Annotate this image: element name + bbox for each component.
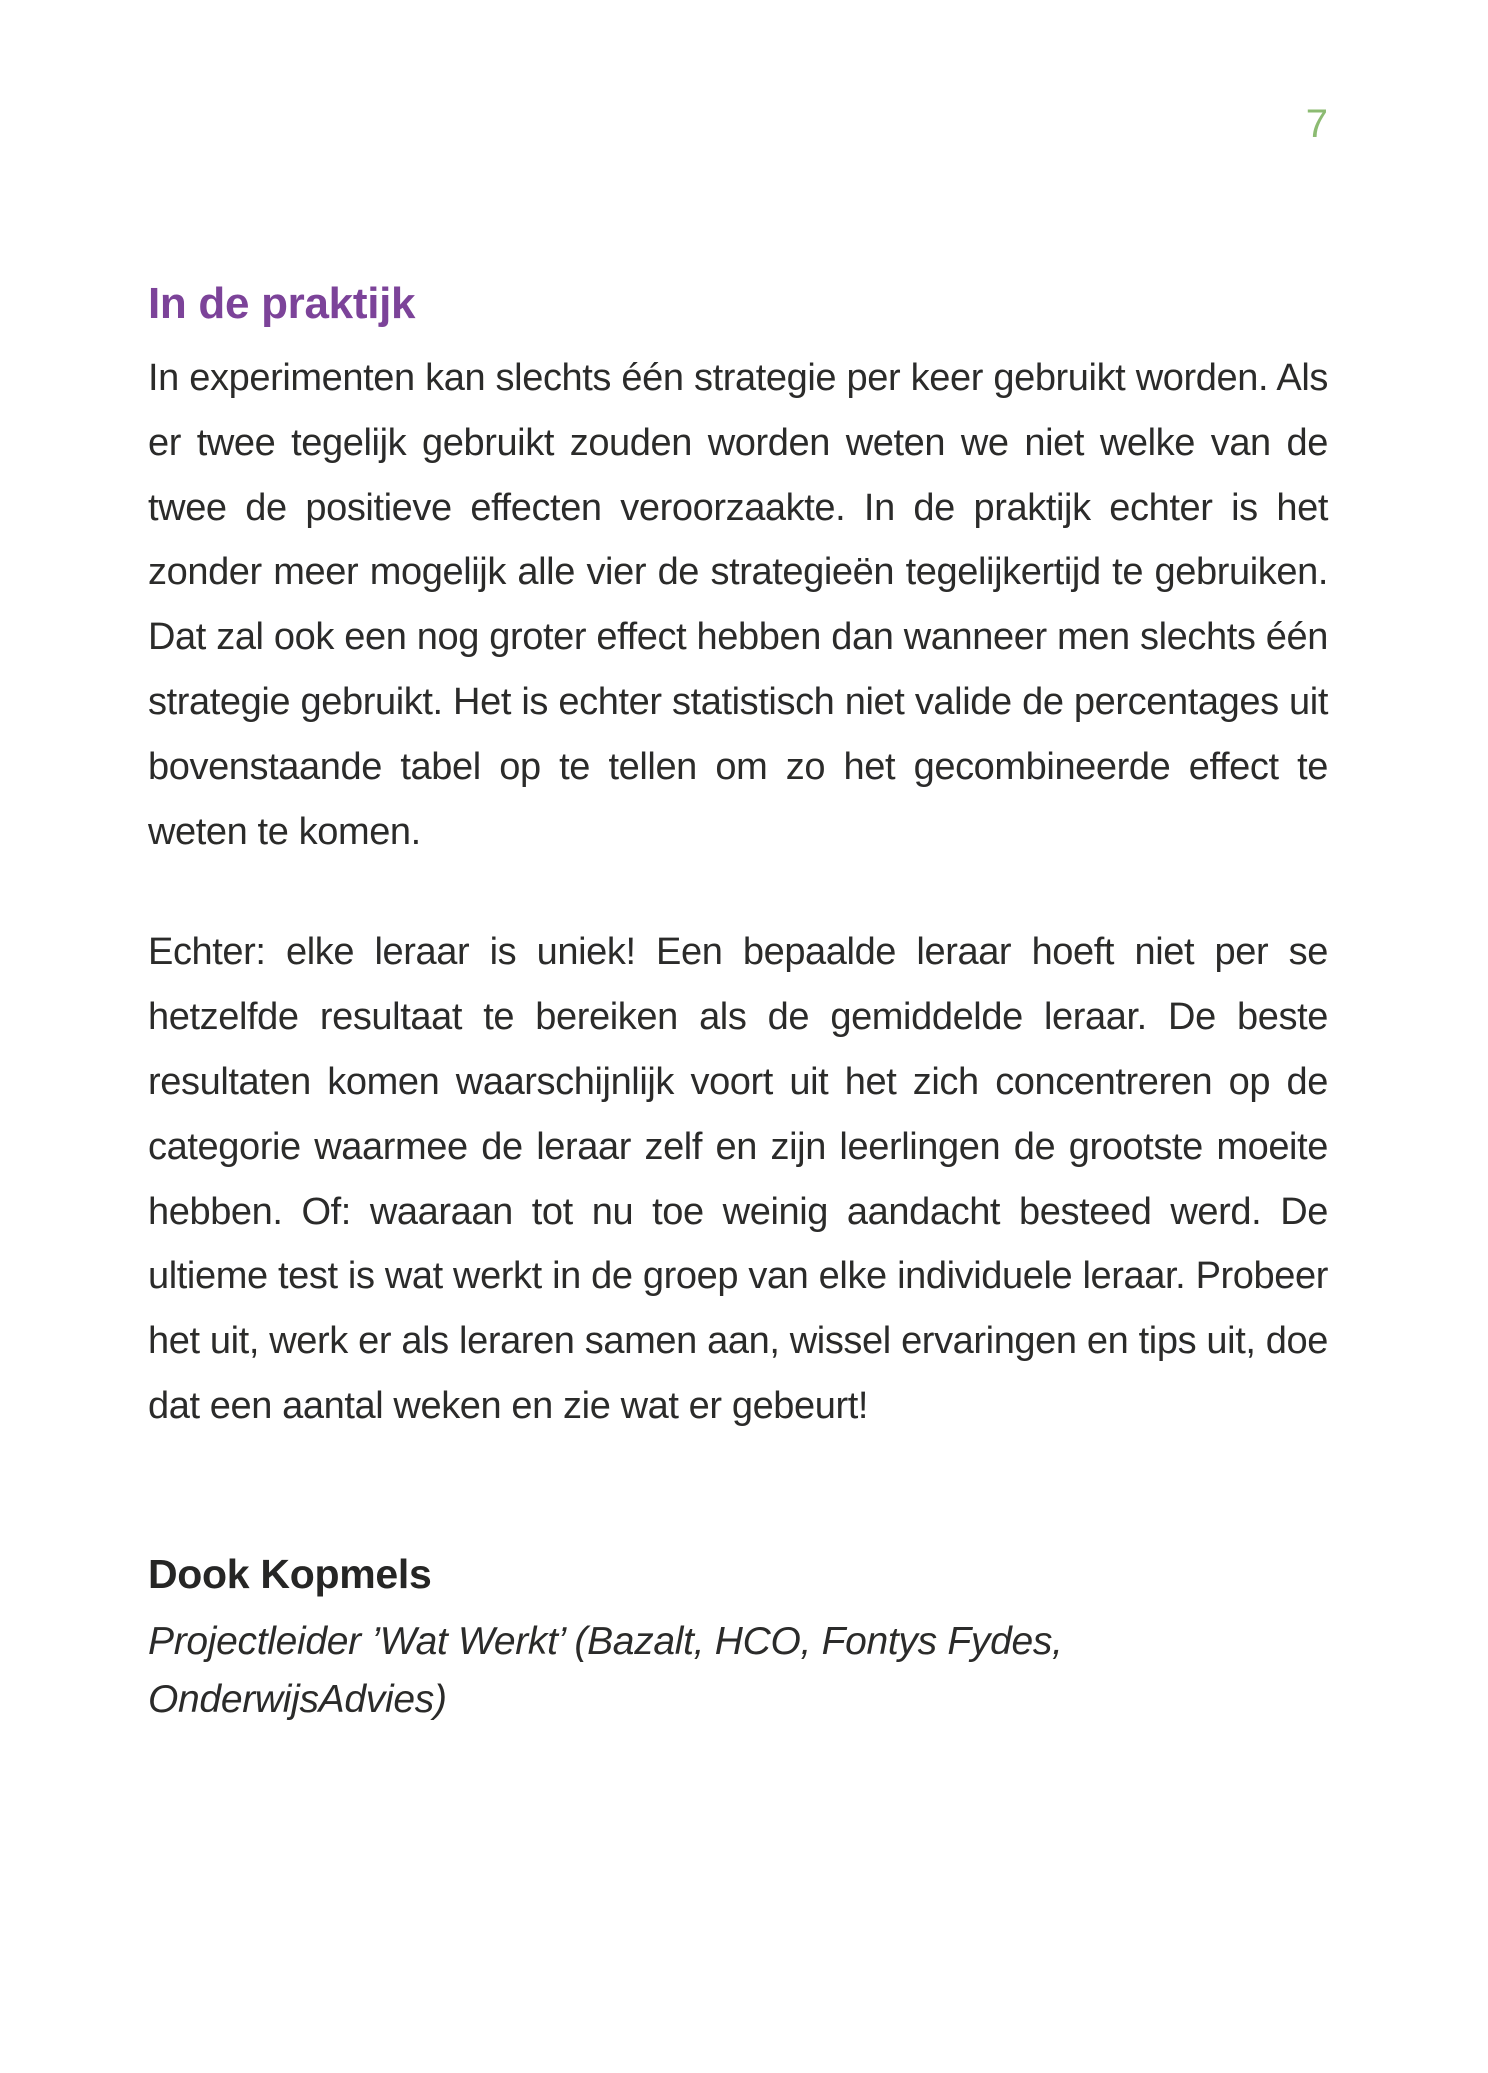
paragraph-1: In experimenten kan slechts één strategie per keer gebruikt worden. Als er twee tegelijk gebruikt zouden worden weten we niet welke van de twee de positieve effecten veroorzaakte. In de praktijk echter is het zonder meer mogelijk alle vier de strategieën tegelijkertijd te gebruiken. Dat zal ook een nog groter effect hebben dan wanneer men slechts één strategie gebruikt. Het is echter statistisch niet valide de percentages uit bovenstaande tabel op te tellen om zo het gecombineerde effect te weten te komen. <box>148 357 1328 853</box>
paragraph-2: Echter: elke leraar is uniek! Een bepaalde leraar hoeft niet per se hetzelfde resultaat te bereiken als de gemiddelde leraar. De beste resultaten komen waarschijnlijk voort uit het zich concentreren op de categorie waarmee de leraar zelf en zijn leerlingen de grootste moeite hebben. Of: waaraan tot nu toe weinig aandacht besteed werd. De ultieme test is wat werkt in de groep van elke individuele leraar. Probeer het uit, werk er als leraren samen aan, wissel ervaringen en tips uit, doe dat een aantal weken en zie wat er gebeurt! <box>148 931 1328 1427</box>
author-role: Projectleider ’Wat Werkt’ (Bazalt, HCO, Fontys Fydes, OnderwijsAdvies) <box>148 1619 1063 1721</box>
page-number: 7 <box>1305 102 1328 146</box>
section-heading: In de praktijk <box>148 279 416 328</box>
text-column <box>148 0 1328 1729</box>
author-name: Dook Kopmels <box>148 1550 432 1597</box>
